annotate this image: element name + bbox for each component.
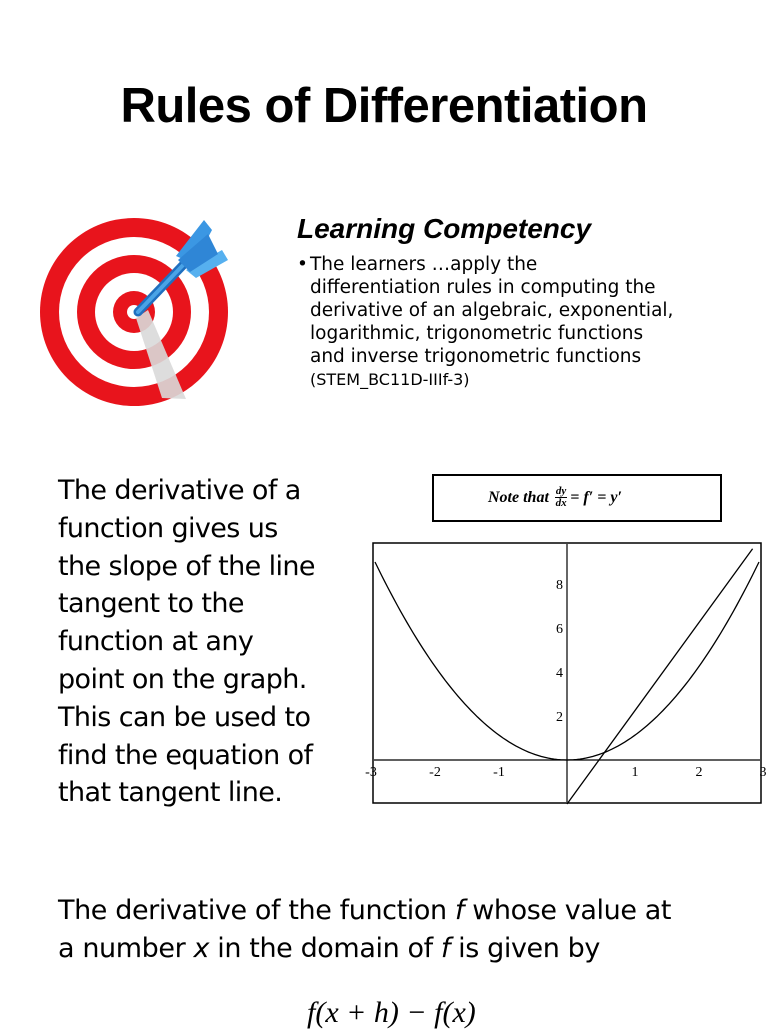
note-formula (488, 486, 622, 509)
text-run-italic: f (440, 933, 450, 964)
tangent-line-graph (365, 542, 767, 804)
target-icon (36, 214, 236, 414)
x-tick-label: 1 (631, 765, 639, 780)
y-tick-label: 4 (556, 666, 563, 681)
definition-line-2 (58, 930, 758, 968)
paragraph-line: point on the graph. (58, 663, 307, 695)
paragraph-line: tangent to the (58, 588, 244, 620)
paragraph-line: that tangent line. (58, 777, 283, 809)
difference-quotient-formula: f(x + h) − f(x) (307, 996, 476, 1029)
learning-competency-heading: Learning Competency (297, 213, 592, 244)
definition-line-1 (58, 892, 758, 930)
paragraph-line: The derivative of a (58, 475, 301, 506)
note-rest: = f′ = y′ (570, 488, 622, 506)
x-tick-label: 3 (759, 765, 767, 780)
derivative-explanation (58, 472, 358, 812)
derivative-definition-text (58, 892, 758, 968)
fraction-denominator: dx (555, 497, 567, 509)
y-tick-label: 8 (556, 578, 563, 593)
y-tick-label: 2 (556, 710, 563, 725)
competency-line: The learners …apply the (310, 254, 538, 275)
paragraph-line: function at any (58, 626, 254, 658)
note-box (432, 474, 722, 522)
fraction-numerator: dy (555, 485, 567, 497)
competency-line: logarithmic, trigonometric functions (310, 323, 644, 344)
text-run-italic: f (454, 895, 465, 926)
dy-dx-fraction (555, 486, 567, 509)
paragraph-line: This can be used to (58, 701, 311, 733)
text-run: is given by (449, 933, 600, 964)
x-tick-label: -2 (429, 765, 441, 780)
competency-line: and inverse trigonometric functions (310, 346, 642, 367)
paragraph-line: function gives us (58, 512, 278, 544)
paragraph-line: the slope of the line (58, 550, 315, 582)
x-tick-label: 2 (695, 765, 703, 780)
competency-code: (STEM_BC11D-IIIf-3) (310, 370, 470, 389)
page-title: Rules of Differentiation (120, 79, 648, 133)
x-tick-label: -3 (365, 765, 377, 780)
bullet-marker: • (297, 254, 308, 275)
paragraph-line: find the equation of (58, 739, 313, 771)
learning-competency-body (297, 253, 737, 391)
competency-line: differentiation rules in computing the (310, 277, 656, 298)
competency-line: derivative of an algebraic, exponential, (310, 300, 674, 321)
text-run: a number (58, 933, 194, 964)
text-run: in the domain of (209, 933, 441, 964)
text-run: The derivative of the function (58, 895, 455, 926)
text-run: whose value at (464, 895, 672, 926)
y-tick-label: 6 (556, 622, 563, 637)
x-tick-label: -1 (493, 765, 505, 780)
text-run-italic: x (193, 933, 210, 964)
note-prefix: Note that (488, 488, 549, 506)
